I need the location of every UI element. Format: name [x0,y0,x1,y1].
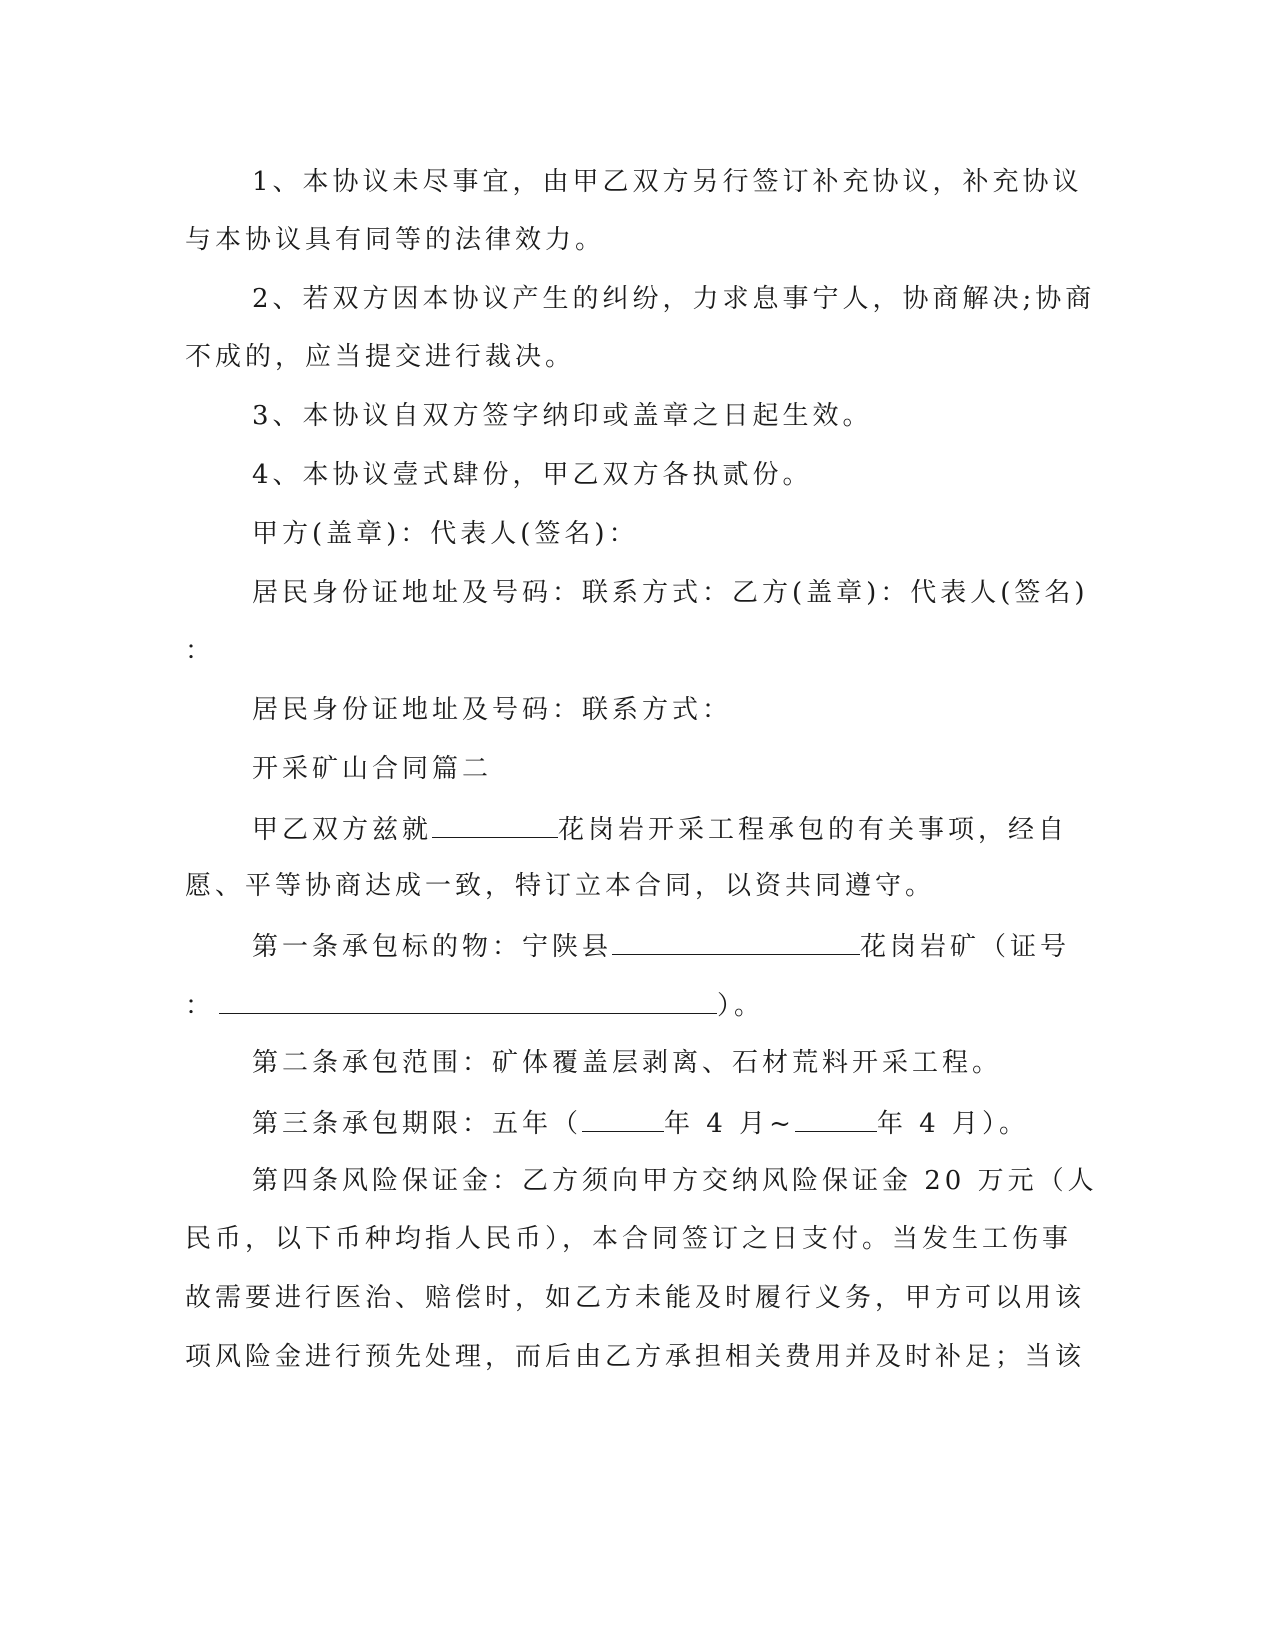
article-3-text-3: 年 4 月）。 [876,1109,1029,1139]
article-1-line-2 [185,987,764,1021]
article-4-line-2: 民币，以下币种均指人民币），本合同签订之日支付。当发生工伤事 [185,1224,1073,1254]
mine-name-blank [612,928,860,955]
license-number-blank [219,987,717,1014]
clause-2-line-1: 2、若双方因本协议产生的纠纷，力求息事宁人，协商解决;协商 [252,284,1096,314]
party-a-signature: 甲方(盖章)：代表人(签名)： [252,519,639,549]
article-1-text-2: 花岗岩矿（证号 [860,932,1071,962]
preamble-line-1 [252,811,1068,845]
article-1-text-1: 第一条承包标的物：宁陕县 [252,932,613,962]
signature-colon: ： [185,636,216,666]
article-2: 第二条承包范围：矿体覆盖层剥离、石材荒料开采工程。 [252,1048,1003,1078]
article-4-line-3: 故需要进行医治、赔偿时，如乙方未能及时履行义务，甲方可以用该 [185,1283,1086,1313]
party-b-contact: 居民身份证地址及号码：联系方式： [252,695,733,725]
preamble-text-1: 甲乙双方兹就 [252,815,433,845]
preamble-line-2: 愿、平等协商达成一致，特订立本合同，以资共同遵守。 [185,871,936,901]
preamble-text-2: 花岗岩开采工程承包的有关事项，经自 [558,815,1069,845]
clause-3: 3、本协议自双方签字纳印或盖章之日起生效。 [252,401,873,431]
article-4-line-4: 项风险金进行预先处理，而后由乙方承担相关费用并及时补足；当该 [185,1342,1086,1372]
clause-1-line-1: 1、本协议未尽事宜，由甲乙双方另行签订补充协议，补充协议 [252,167,1083,197]
party-a-contact-party-b-signature: 居民身份证地址及号码：联系方式：乙方(盖章)：代表人(签名) [252,578,1089,608]
section-title: 开采矿山合同篇二 [252,754,493,784]
article-3-text-2: 年 4 月~ [664,1109,795,1139]
clause-2-line-2: 不成的，应当提交进行裁决。 [185,342,576,372]
clause-1-line-2: 与本协议具有同等的法律效力。 [185,225,606,255]
project-name-blank [432,811,558,838]
article-3-text-1: 第三条承包期限：五年（ [252,1109,583,1139]
clause-4: 4、本协议壹式肆份，甲乙双方各执贰份。 [252,460,813,490]
end-year-blank [795,1105,877,1132]
start-year-blank [582,1105,664,1132]
article-3 [252,1105,1029,1139]
article-1-line-1 [252,928,1070,962]
article-1-close: ）。 [717,991,765,1021]
article-4-line-1: 第四条风险保证金：乙方须向甲方交纳风险保证金 20 万元（人 [252,1166,1098,1196]
article-1-colon: ： [185,991,216,1021]
